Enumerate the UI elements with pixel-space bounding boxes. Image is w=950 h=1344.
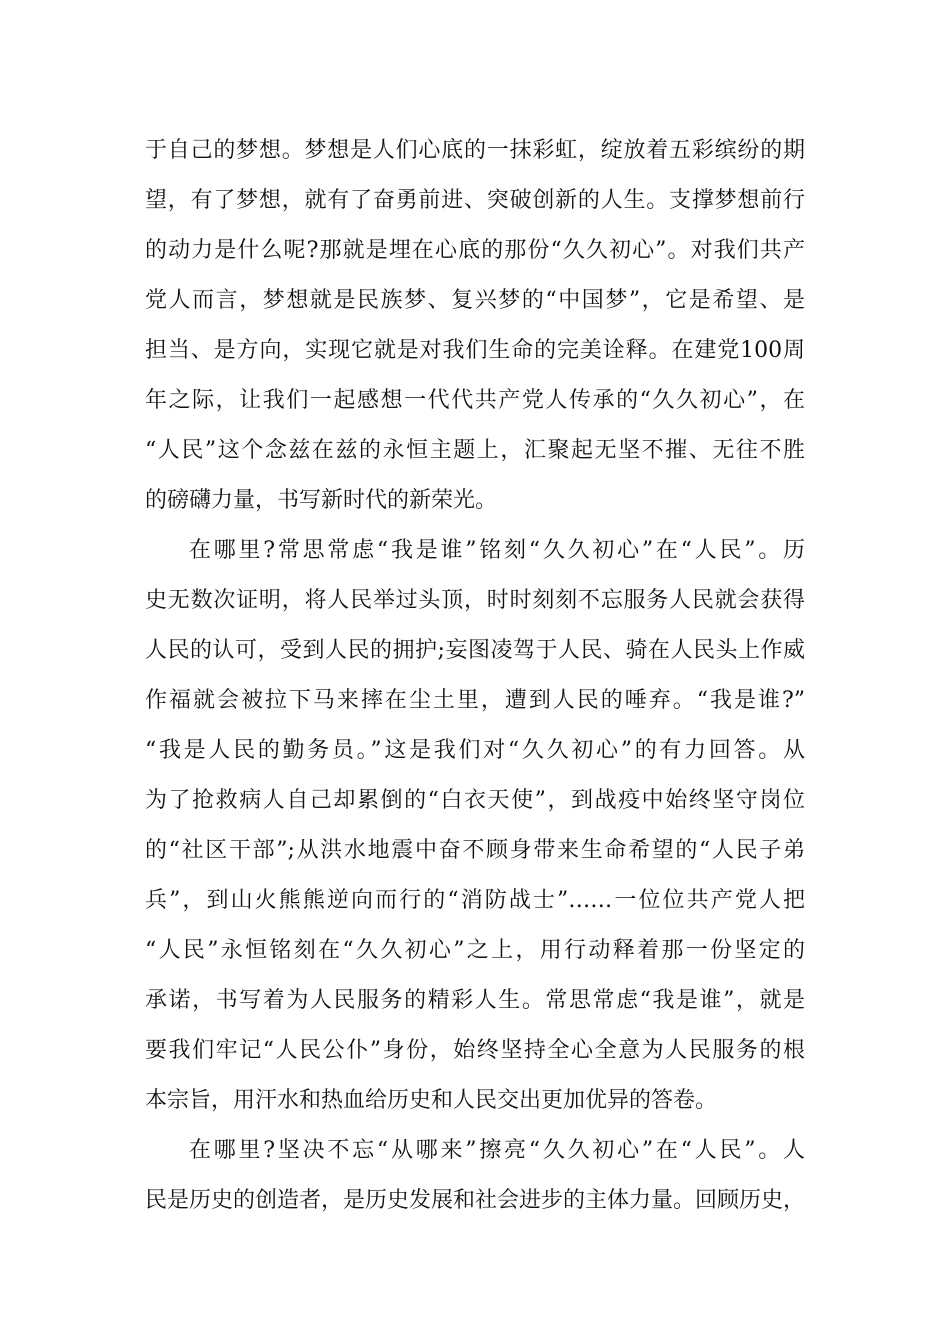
paragraph-line: 于自己的梦想。梦想是人们心底的一抹彩虹，绽放着五彩缤纷的期: [145, 138, 805, 163]
paragraph-line: 人民的认可，受到人民的拥护;妄图凌驾于人民、骑在人民头上作威: [145, 638, 805, 663]
paragraph-line: 为了抢救病人自己却累倒的“白衣天使”，到战疫中始终坚守岗位: [145, 788, 805, 813]
paragraph-line: 本宗旨，用汗水和热血给历史和人民交出更加优异的答卷。: [145, 1088, 718, 1113]
paragraph-line: 要我们牢记“人民公仆”身份，始终坚持全心全意为人民服务的根: [145, 1038, 805, 1063]
paragraph-line: 民是历史的创造者，是历史发展和社会进步的主体力量。回顾历史，: [145, 1188, 806, 1213]
paragraph-line: 的动力是什么呢?那就是埋在心底的那份“久久初心”。对我们共产: [145, 238, 805, 263]
paragraph-line: “我是人民的勤务员。”这是我们对“久久初心”的有力回答。从: [145, 738, 805, 763]
paragraph-line: “人民”永恒铭刻在“久久初心”之上，用行动释着那一份坚定的: [145, 938, 805, 963]
paragraph-line: “人民”这个念兹在兹的永恒主题上，汇聚起无坚不摧、无往不胜: [145, 438, 805, 463]
paragraph-line: 党人而言，梦想就是民族梦、复兴梦的“中国梦”，它是希望、是: [145, 288, 805, 313]
paragraph-line: 的“社区干部”;从洪水地震中奋不顾身带来生命希望的“人民子弟: [145, 838, 805, 863]
paragraph-line: 作福就会被拉下马来摔在尘土里，遭到人民的唾弃。“我是谁?”: [145, 688, 805, 713]
paragraph-line: 承诺，书写着为人民服务的精彩人生。常思常虑“我是谁”，就是: [145, 988, 805, 1013]
paragraph-line: 担当、是方向，实现它就是对我们生命的完美诠释。在建党100周: [145, 338, 805, 363]
paragraph-line: 在哪里?常思常虑“我是谁”铭刻“久久初心”在“人民”。历: [189, 538, 805, 563]
paragraph-line: 年之际，让我们一起感想一代代共产党人传承的“久久初心”，在: [145, 388, 805, 413]
paragraph-line: 史无数次证明，将人民举过头顶，时时刻刻不忘服务人民就会获得: [145, 588, 805, 613]
paragraph-line: 兵”，到山火熊熊逆向而行的“消防战士”……一位位共产党人把: [145, 888, 805, 913]
paragraph-line: 在哪里?坚决不忘“从哪来”擦亮“久久初心”在“人民”。人: [189, 1138, 805, 1163]
paragraph-line: 的磅礴力量，书写新时代的新荣光。: [145, 488, 498, 513]
paragraph-line: 望，有了梦想，就有了奋勇前进、突破创新的人生。支撑梦想前行: [145, 188, 805, 213]
